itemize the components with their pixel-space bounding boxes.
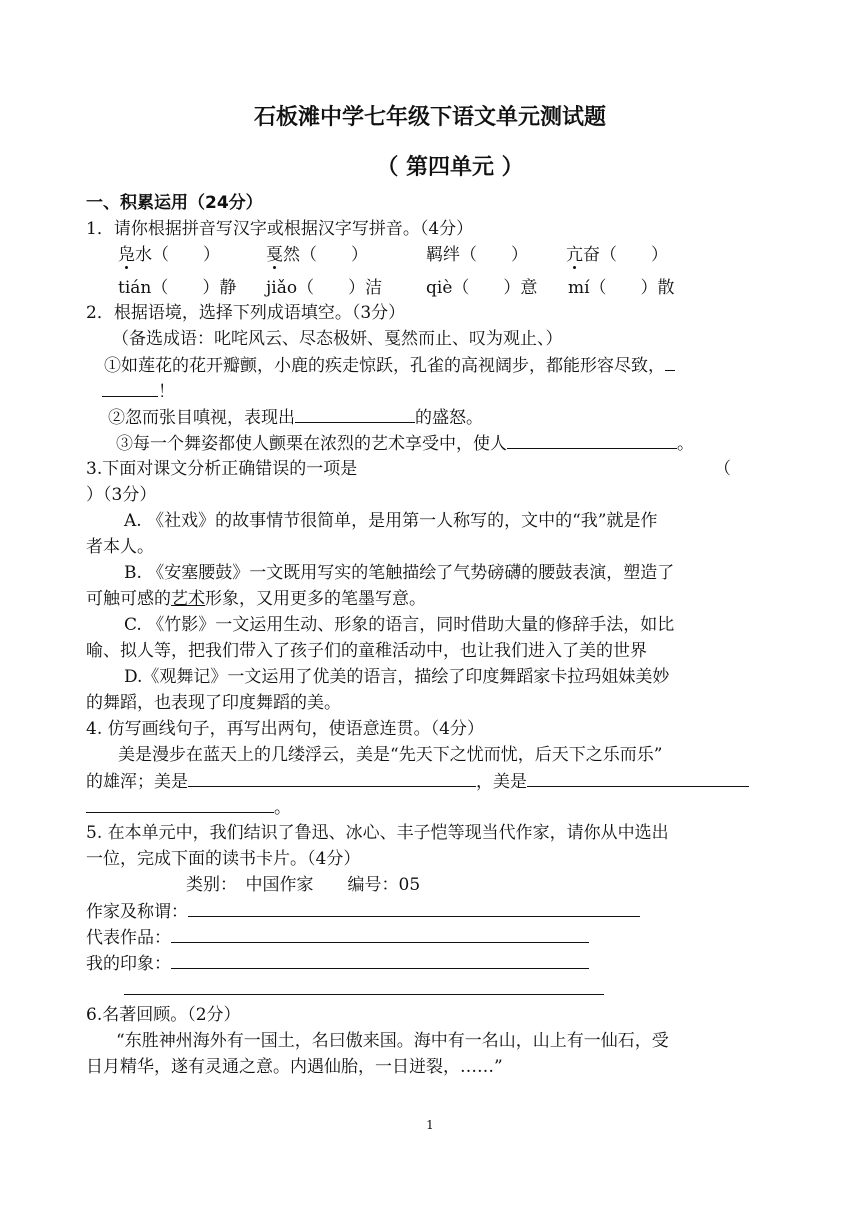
q4-stem: 4. 仿写画线句子，再写出两句，使语意连贯。（4分） (86, 719, 484, 739)
q2-stem: 2．根据语境，选择下列成语填空。（3分） (86, 303, 406, 323)
answer-blank[interactable] (527, 770, 749, 787)
q2-sentence-1-end: ！ (102, 380, 175, 403)
exam-title: 石板滩中学七年级下语文单元测试题 (253, 105, 606, 130)
q5-field-impression-cont (124, 978, 604, 1001)
q5-stem-line2: 一位，完成下面的读书卡片。（4分） (86, 849, 361, 869)
q2-sentence-1: ①如莲花的花开瓣颤，小鹿的疾走惊跃，孔雀的高视阔步，都能形容尽致， (104, 354, 675, 377)
q3-option-c-line2: 喻、拟人等，把我们带入了孩子们的童稚活动中，也让我们进入了美的世界 (86, 641, 647, 661)
q1-item-3: 羁绊（ ） (426, 245, 528, 265)
q5-stem-line1: 5. 在本单元中，我们结识了鲁迅、冰心、丰子恺等现当代作家，请你从中选出 (86, 823, 669, 843)
section-heading: 一、积累运用（24分） (86, 193, 263, 213)
q6-quote-line1: “东胜神州海外有一国土，名曰傲来国。海中有一名山，山上有一仙石，受 (116, 1031, 669, 1051)
q2-sentence-3: ③每一个舞姿都使人颤栗在浓烈的艺术享受中，使人 。 (116, 434, 694, 454)
answer-blank[interactable] (507, 432, 677, 449)
q2-options: （备选成语：叱咤风云、尽态极妍、戛然而止、叹为观止、） (112, 329, 563, 349)
q3-paren-close: ）（3分） (86, 485, 157, 505)
q3-option-a-line1: A. 《社戏》的故事情节很简单，是用第一人称写的，文中的“我”就是作 (124, 511, 658, 531)
q5-field-works: 代表作品： (86, 926, 589, 949)
answer-blank[interactable] (665, 354, 675, 371)
answer-blank[interactable] (102, 380, 158, 397)
q1-pinyin-2: jiǎo（ ）洁 (266, 278, 383, 298)
q6-quote-line2: 日月精华，遂有灵通之意。内遇仙胎，一日迸裂，……” (86, 1057, 503, 1077)
q5-card-header: 类别： 中国作家 编号：05 (186, 875, 421, 895)
q1-pinyin-4: mí（ ）散 (568, 278, 675, 298)
q3-paren-open: （ (714, 459, 731, 479)
q3-option-d-line1: D.《观舞记》一文运用了优美的语言，描绘了印度舞蹈家卡拉玛姐妹美妙 (124, 667, 670, 687)
q3-option-d-line2: 的舞蹈，也表现了印度舞蹈的美。 (86, 693, 341, 713)
q1-stem: 1．请你根据拼音写汉字或根据汉字写拼音。（4分） (86, 219, 474, 239)
q4-line-3: 。 (86, 796, 291, 819)
q1-item-4: 亢奋（ ） (566, 245, 668, 265)
answer-blank[interactable] (188, 900, 640, 917)
unit-subtitle: （ 第四单元 ） (376, 155, 524, 180)
q3-option-c-line1: C. 《竹影》一文运用生动、形象的语言，同时借助大量的修辞手法，如比 (124, 615, 675, 635)
q3-stem: 3.下面对课文分析正确错误的一项是 (86, 459, 358, 479)
q3-option-b-line1: B. 《安塞腰鼓》一文既用写实的笔触描绘了气势磅礴的腰鼓表演，塑造了 (124, 563, 675, 583)
q4-line-1: 美是漫步在蓝天上的几缕浮云，美是“先天下之忧而忧，后天下之乐而乐” (118, 745, 663, 765)
q1-item-2: 戛然（ ） (266, 245, 368, 265)
q1-pinyin-3: qiè（ ）意 (426, 278, 538, 298)
answer-blank[interactable] (171, 952, 589, 969)
page-number: 1 (426, 1118, 434, 1132)
q5-field-impression: 我的印象： (86, 952, 589, 975)
answer-blank[interactable] (188, 770, 476, 787)
q3-option-a-line2: 者本人。 (86, 537, 154, 557)
q1-pinyin-1: tián（ ）静 (118, 278, 237, 298)
q2-sentence-2: ②忽而张目嗔视，表现出 的盛怒。 (108, 408, 483, 428)
answer-blank[interactable] (295, 406, 415, 423)
answer-blank[interactable] (86, 796, 274, 813)
q3-option-b-line2: 可触可感的艺术形象，又用更多的笔墨写意。 (86, 589, 426, 609)
q5-field-author: 作家及称谓： (86, 900, 640, 923)
answer-blank[interactable] (171, 926, 589, 943)
q1-item-1: 凫水（ ） (118, 245, 220, 265)
q4-line-2: 的雄浑；美是 ，美是 (86, 770, 749, 793)
answer-blank[interactable] (124, 978, 604, 995)
q6-stem: 6.名著回顾。（2分） (86, 1005, 241, 1025)
